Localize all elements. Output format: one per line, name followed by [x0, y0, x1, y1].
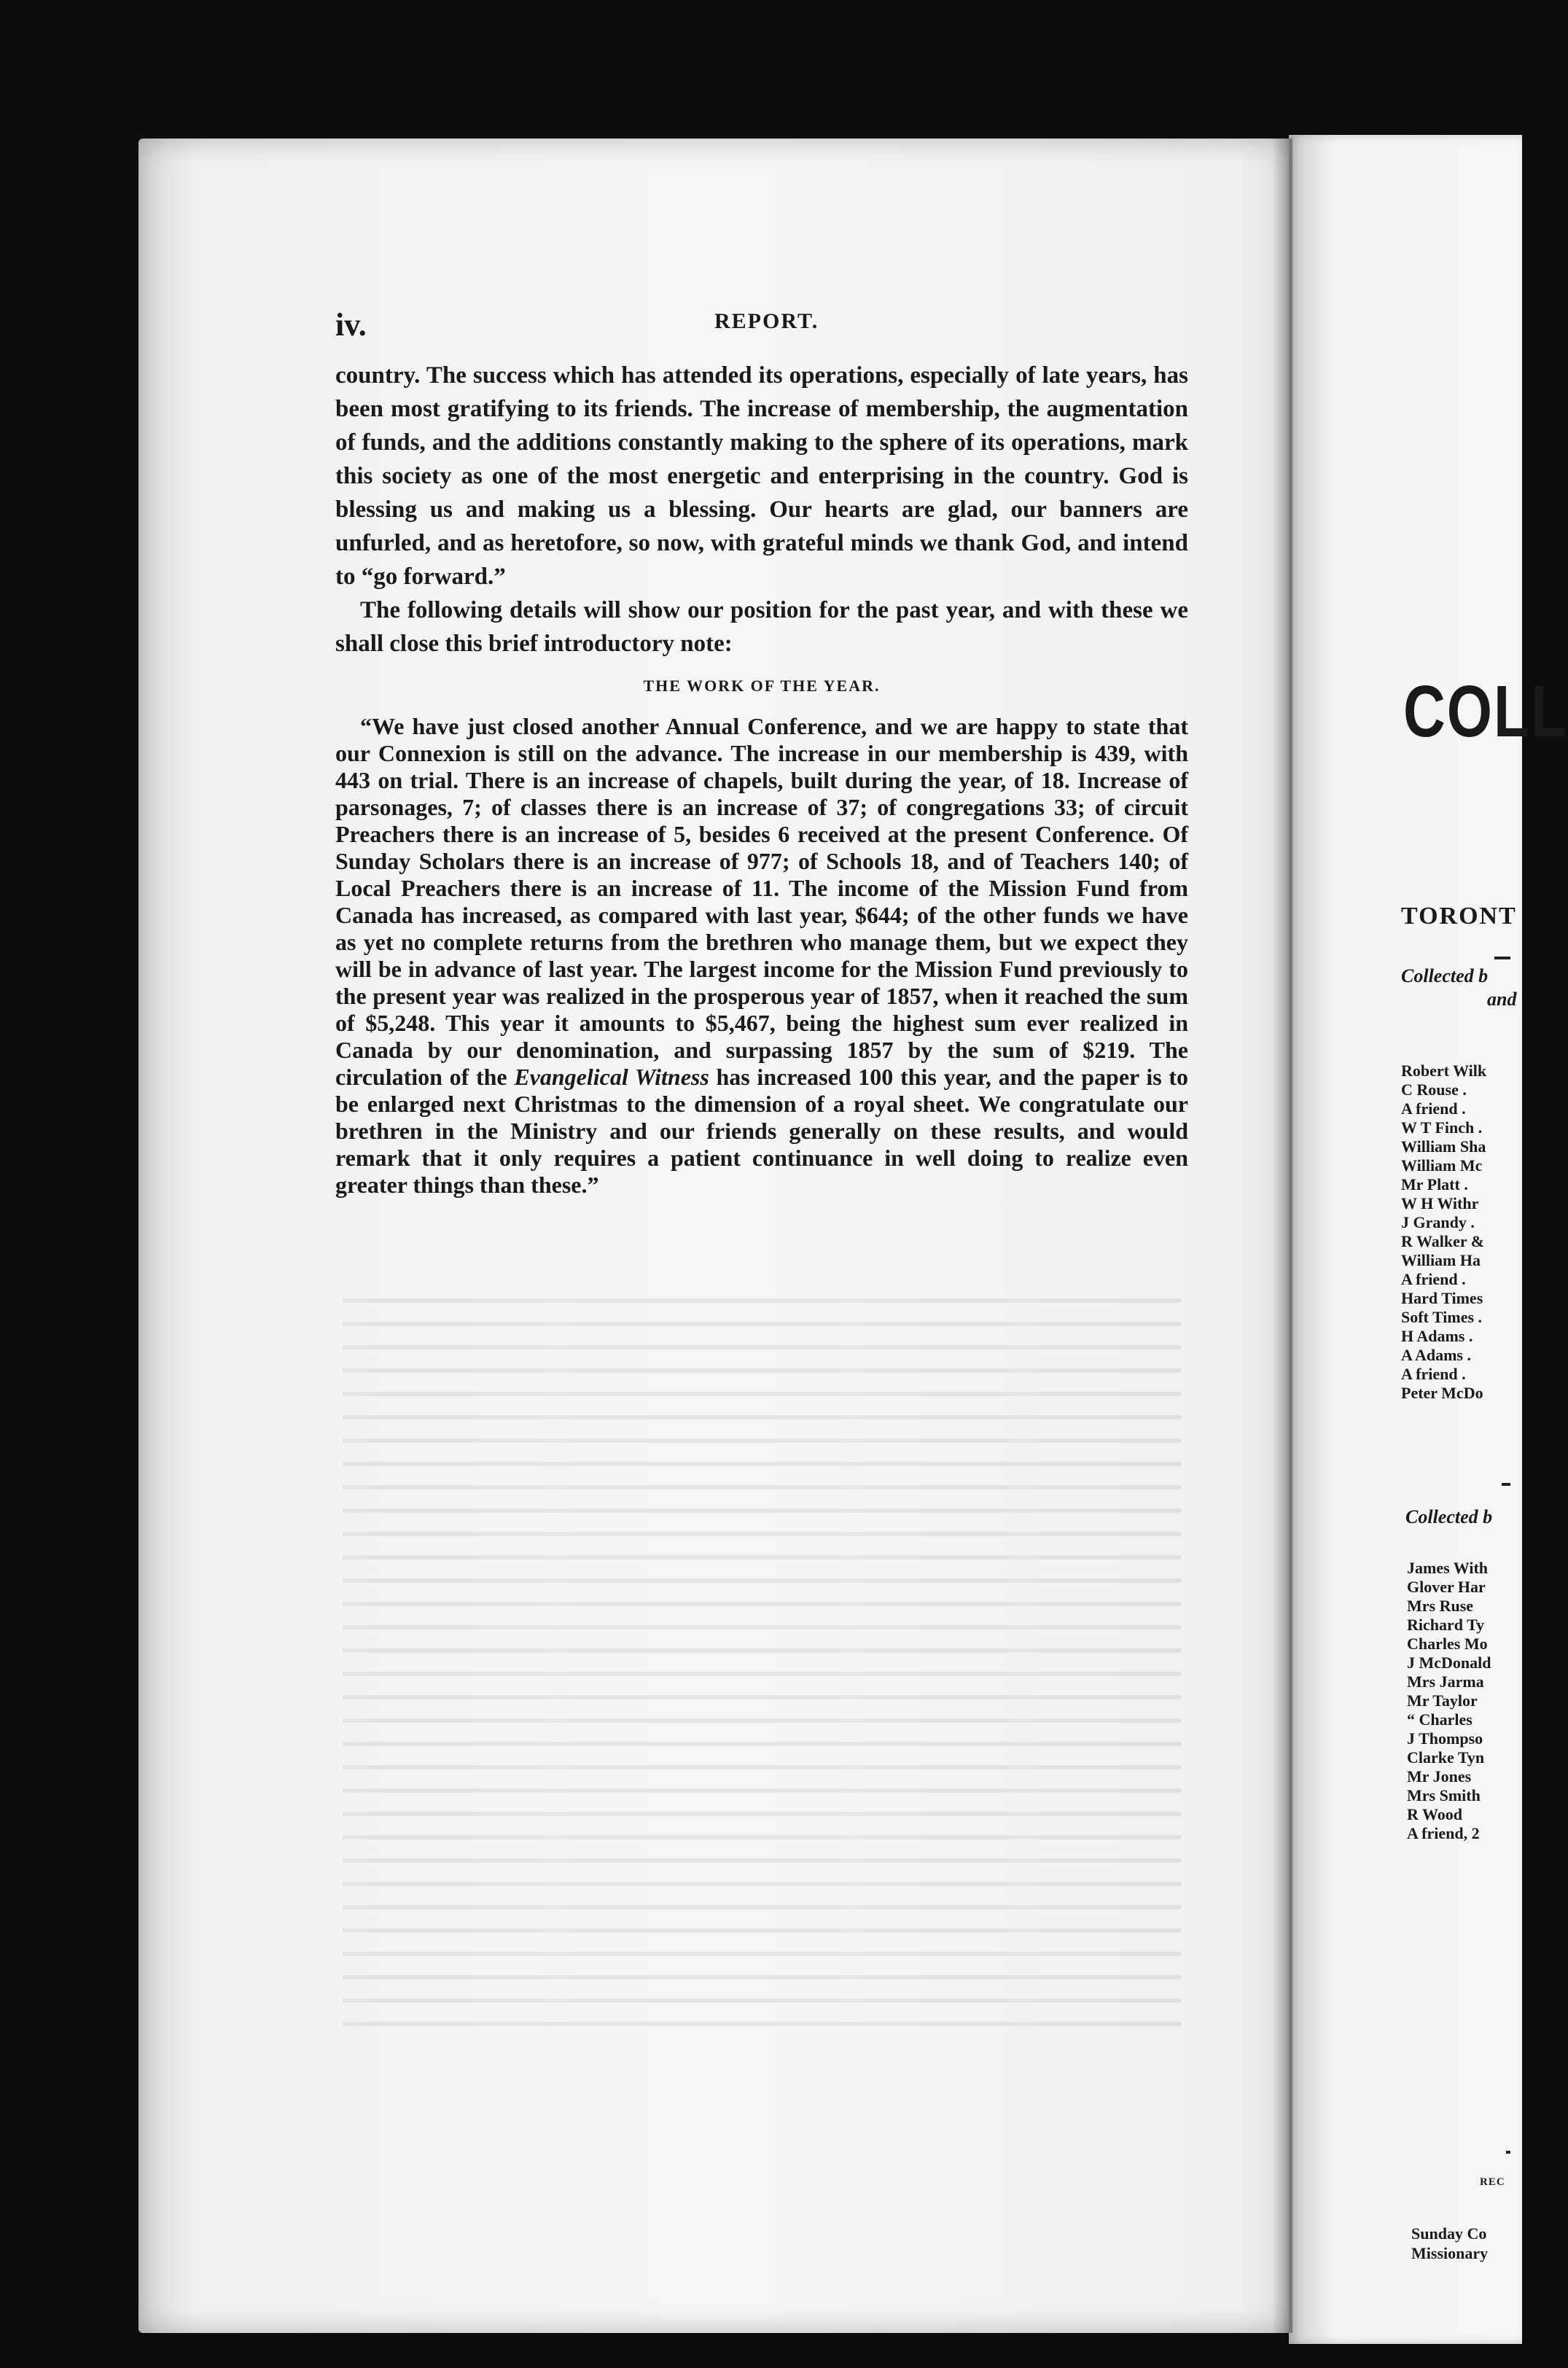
donor-list-2	[1407, 1559, 1491, 1843]
donor-entry: A friend .	[1401, 1270, 1466, 1288]
bleed-through-text	[343, 1280, 1181, 2030]
donor-entry: Charles Mo	[1407, 1635, 1488, 1653]
paragraph-1: country. The success which has attended its operations, especially of late years, has been most gratifying to its friends. The increase of membership, the augmentation of funds, and the additions constantly making to the sphere of its operations, mark this society as one of the most energetic and enterprising in the country. God is blessing us and making us a blessing. Our hearts are glad, our banners are unfurled, and as heretofore, so now, with grateful minds we thank God, and intend to “go forward.”	[335, 362, 1188, 590]
footer-line: Sunday Co	[1411, 2224, 1487, 2243]
quote-text-1: “We have just closed another Annual Conference, and we are happy to state that our Connexion is still on the advance. The increase in our membership is 439, with 443 on trial. There is an increase of chapels, built during the year, of 18. Increase of parsonages, 7; of classes there is an increase of 37; of congregations 33; of circuit Preachers there is an increase of 5, besides 6 received at the present Conference. Of Sunday Scholars there is an increase of 977; of Schools 18, and of Teachers 140; of Local Preachers there is an increase of 11. The income of the Mission Fund from Canada has increased, as compared with last year, $644; of the other funds we have as yet no complete returns from the brethren who manage them, but we expect they will be in advance of last year. The largest income for the Mission Fund previously to the present year was realized in the prosperous year of 1857, when it reached the sum of $5,248. This year it amounts to $5,467, being the highest sum ever realized in Canada by our denomination, and surpassing 1857 by the sum of $219. The circulation of the	[335, 713, 1188, 1090]
donor-entry: A friend .	[1401, 1099, 1466, 1118]
collected-by-heading-1b: and	[1487, 989, 1517, 1010]
section-heading: THE WORK OF THE YEAR.	[643, 677, 881, 695]
donor-entry: J Grandy .	[1401, 1213, 1475, 1231]
donor-entry: H Adams .	[1401, 1327, 1473, 1345]
donor-entry: Mr Jones	[1407, 1767, 1472, 1785]
donor-entry: A friend, 2	[1407, 1824, 1480, 1842]
page-gutter	[1272, 139, 1292, 2333]
quote-italic-title: Evangelical Witness	[514, 1064, 709, 1090]
collected-by-heading-2: Collected b	[1405, 1506, 1493, 1527]
donor-entry: A friend .	[1401, 1365, 1466, 1383]
body-text	[335, 359, 1188, 1199]
donor-entry: Peter McDo	[1401, 1384, 1483, 1402]
donor-entry: Mr Platt .	[1401, 1175, 1468, 1193]
donor-entry: C Rouse .	[1401, 1080, 1467, 1099]
donor-entry: Clarke Tyn	[1407, 1748, 1485, 1767]
donor-entry: James With	[1407, 1559, 1489, 1577]
donor-entry: Mrs Jarma	[1407, 1672, 1484, 1691]
donor-entry: W T Finch .	[1401, 1118, 1483, 1137]
right-page-title: COLL	[1403, 670, 1568, 752]
donor-entry: A Adams .	[1401, 1346, 1471, 1364]
donor-entry: Mrs Smith	[1407, 1786, 1481, 1804]
donor-entry: J Thompso	[1407, 1729, 1483, 1748]
donor-entry: William Ha	[1401, 1251, 1481, 1269]
donor-list-1	[1401, 1062, 1486, 1403]
footer-lines	[1411, 2224, 1488, 2263]
page-number: iv.	[335, 307, 367, 343]
quote-paragraph	[335, 713, 1188, 1199]
donor-entry: R Walker &	[1401, 1232, 1485, 1250]
donor-entry: Glover Har	[1407, 1578, 1486, 1596]
donor-entry: Mrs Ruse	[1407, 1597, 1474, 1615]
donor-entry: Mr Taylor	[1407, 1691, 1478, 1710]
rule-3	[1506, 2151, 1510, 2154]
donor-entry: Richard Ty	[1407, 1616, 1485, 1634]
donor-entry: R Wood	[1407, 1805, 1463, 1823]
collected-by-heading-1: Collected b	[1401, 965, 1489, 986]
donor-entry: William Mc	[1401, 1156, 1483, 1175]
donor-entry: Soft Times .	[1401, 1308, 1483, 1326]
footer-line: Missionary	[1411, 2244, 1489, 2262]
donor-entry: William Sha	[1401, 1137, 1486, 1156]
right-page-subtitle: TORONT	[1401, 903, 1517, 930]
donor-entry: Hard Times	[1401, 1289, 1483, 1307]
donor-entry: “ Charles	[1407, 1710, 1473, 1729]
rule-1	[1494, 957, 1510, 959]
page-header	[335, 306, 1188, 350]
rule-2	[1502, 1483, 1510, 1486]
donor-entry: W H Withr	[1401, 1194, 1479, 1212]
running-head: REPORT.	[714, 309, 819, 333]
donor-entry: Robert Wilk	[1401, 1062, 1487, 1080]
receipts-heading: REC	[1480, 2176, 1505, 2188]
paragraph-2: The following details will show our position for the past year, and with these we shall close this brief introductory note:	[335, 597, 1188, 657]
donor-entry: J McDonald	[1407, 1654, 1491, 1672]
quote-text-2: has increased 100 this year, and the paper is to be enlarged next Christmas to the dimension of a royal sheet. We congratulate our brethren in the Ministry and our friends generally on these results, and would remark that it only requires a patient continuance in well doing to realize even greater things than these.”	[335, 1064, 1189, 1198]
